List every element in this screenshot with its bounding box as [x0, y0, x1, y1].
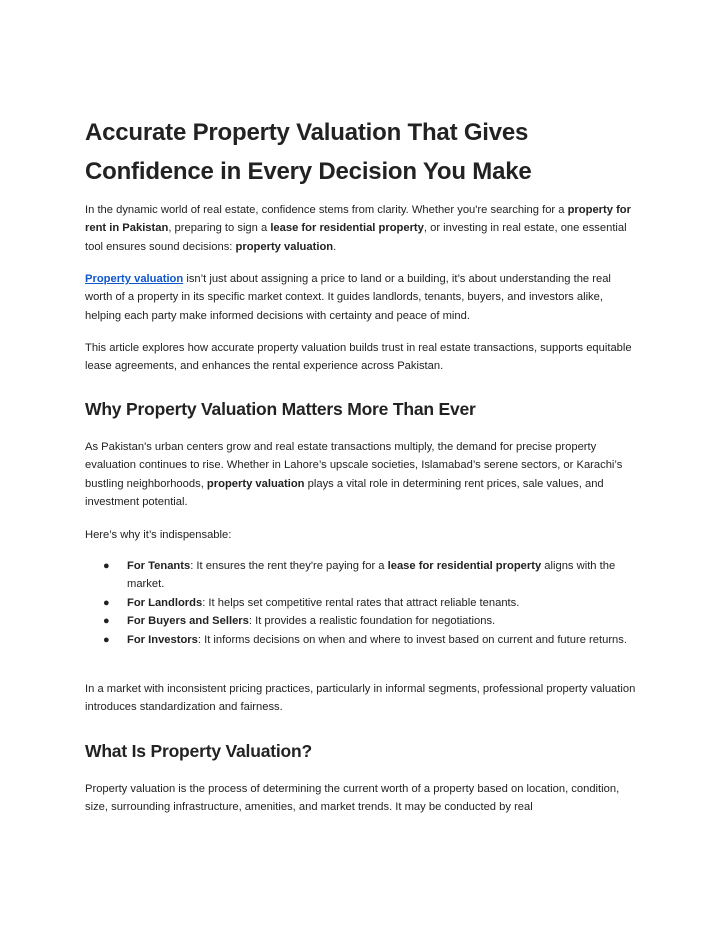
intro-text-4: .: [333, 240, 337, 253]
bullet-icon: ●: [103, 633, 110, 646]
page-title: Accurate Property Valuation That Gives Confidence in Every Decision You Make: [85, 119, 532, 185]
article-overview-paragraph: This article explores how accurate property valuation builds trust in real estate transactions, supports equitable lease agreements, and enhances the rental experience across Pakistan.: [85, 342, 632, 373]
list-item-bold: For Landlords: [127, 596, 203, 609]
list-item-text: : It informs decisions on when and where to invest based on current and future returns.: [197, 633, 627, 646]
list-item-bold-2: lease for residential property: [387, 560, 542, 572]
property-valuation-link[interactable]: Property valuation: [85, 273, 184, 285]
list-item: [85, 594, 639, 612]
list-item-bold: For Tenants: [127, 560, 191, 572]
list-item: [85, 557, 639, 594]
list-item-bold: For Buyers and Sellers: [127, 615, 249, 628]
list-item: [85, 612, 639, 630]
urban-text-2: plays a vital role in determining rent prices, sale values, and investment potential.: [85, 477, 604, 509]
bullet-icon: ●: [103, 560, 110, 572]
urban-text-1: As Pakistan's urban centers grow and real estate transactions multiply, the demand for precise property evaluation continues to rise. Whether in Lahore’s upscale societies, Islamabad’s serene sectors, or Karachi’s bustling neighborhoods,: [85, 441, 623, 490]
list-item-text: : It helps set competitive rental rates that attract reliable tenants.: [202, 596, 520, 609]
urban-centers-paragraph: [85, 438, 641, 512]
section-heading-why: Why Property Valuation Matters More Than Ever: [85, 399, 476, 419]
intro-bold-2: lease for residential property: [270, 222, 424, 235]
intro-text-1: In the dynamic world of real estate, confidence stems from clarity. Whether you're searching for a: [85, 204, 568, 216]
intro-bold-3: property valuation: [235, 240, 334, 253]
indispensable-paragraph: Here’s why it’s indispensable:: [85, 529, 232, 541]
urban-bold-1: property valuation: [206, 477, 305, 490]
list-item-bold: For Investors: [127, 633, 198, 646]
valuation-paragraph-text: isn’t just about assigning a price to land or a building, it’s about understanding the real worth of a property in its specific market context. It guides landlords, tenants, buyers, and investors alike, helping each party make informed decisions with certainty and peace of mind.: [85, 273, 611, 322]
intro-text-3: , or investing in real estate, one essential tool ensures sound decisions:: [85, 222, 627, 253]
bullet-icon: ●: [103, 596, 110, 609]
reasons-list: [85, 557, 645, 649]
list-item-text-2: aligns with the market.: [127, 560, 616, 591]
bullet-icon: ●: [103, 615, 110, 628]
definition-paragraph: Property valuation is the process of determining the current worth of a property based on location, condition, size, surrounding infrastructure, amenities, and market trends. It may be conducted by real: [85, 783, 620, 814]
valuation-paragraph: [85, 270, 641, 325]
intro-paragraph: [85, 201, 641, 256]
intro-text-2: , preparing to sign a: [168, 222, 271, 235]
list-item-text: : It ensures the rent they're paying for a: [190, 560, 388, 572]
intro-bold-1: property for rent in Pakistan: [85, 204, 631, 235]
section-heading-what: What Is Property Valuation?: [85, 741, 312, 761]
list-item: [85, 631, 639, 649]
standardization-paragraph: In a market with inconsistent pricing practices, particularly in informal segments, professional property valuation introduces standardization and fairness.: [85, 683, 636, 714]
list-item-text: : It provides a realistic foundation for negotiations.: [248, 615, 496, 628]
